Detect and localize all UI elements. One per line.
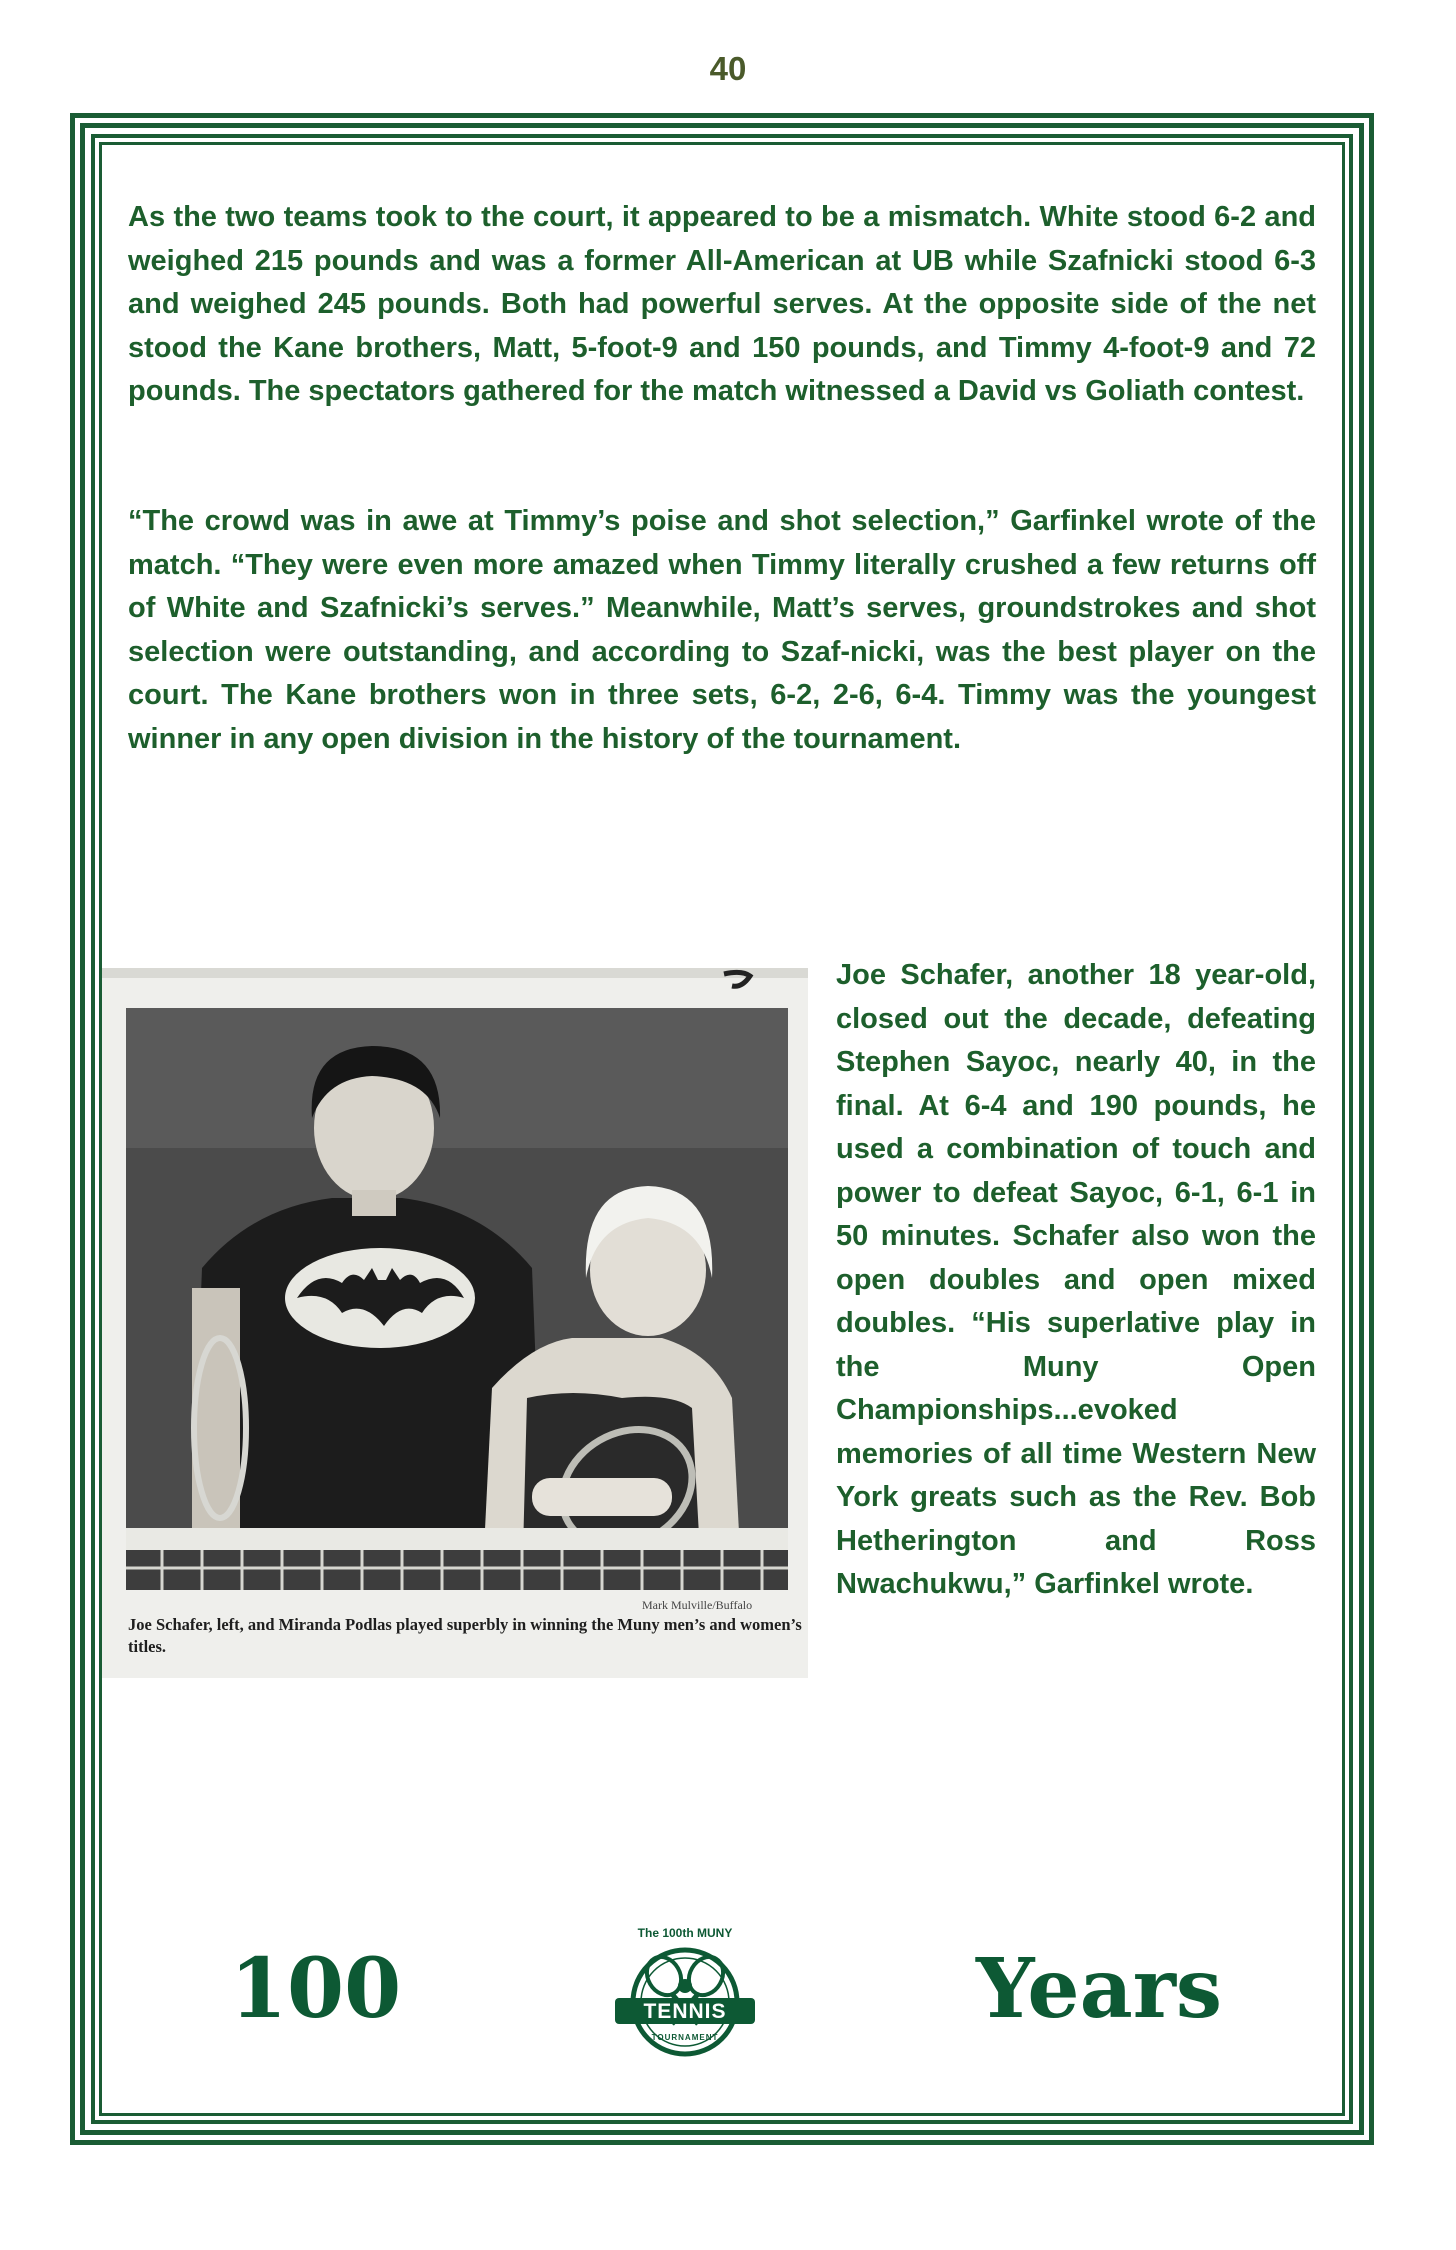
- paper-top-edge: [102, 968, 808, 978]
- logo-main-text: TENNIS: [643, 2000, 727, 2023]
- article-paragraph-2: “The crowd was in awe at Timmy’s poise and shot selection,” Garfinkel wrote of the match. “They were even more amazed when Timmy literally crushed a few returns off of White and Szafnicki’s serves.” Meanwhile, Matt’s serves, groundstrokes and shot selection were outstanding, and according to Szaf-nicki, was the best player on the court. The Kane brothers won in three sets, 6-2, 2-6, 6-4. Timmy was the youngest winner in any open division in the history of the tournament.: [128, 505, 1316, 755]
- article-paragraph-1: As the two teams took to the court, it appeared to be a mismatch. White stood 6-2 and weighed 215 pounds and was a former All-American at UB while Szafnicki stood 6-3 and weighed 245 pounds. Both had powerful serves. At the opposite side of the net stood the Kane brothers, Matt, 5-foot-9 and 150 pounds, and Timmy 4-foot-9 and 72 pounds. The spectators gathered for the match witnessed a David vs Goliath contest.: [128, 201, 1316, 407]
- newspaper-clipping: [102, 968, 808, 1678]
- footer-left-text: 100: [230, 1941, 402, 2037]
- photo-lighter-band: [126, 1008, 788, 1148]
- page-number: 40: [709, 50, 747, 87]
- logo-bottom-text: TOURNAMENT: [651, 2033, 719, 2042]
- logo-top-text: The 100th MUNY: [637, 1926, 733, 1940]
- clipping-photo: [102, 968, 808, 1678]
- tournament-logo: [610, 1924, 760, 2060]
- boy-neck: [352, 1190, 396, 1216]
- net-mesh: [126, 1550, 788, 1590]
- photo-caption: Joe Schafer, left, and Miranda Podlas played superbly in winning the Muny men’s and women’s titles.: [128, 1615, 802, 1656]
- side-paragraph: Joe Schafer, another 18 year-old, closed out the decade, defeating Stephen Sayoc, nearly 40, in the final. At 6-4 and 190 pounds, he used a combination of touch and power to defeat Sayoc, 6-1, 6-1 in 50 minutes. Schafer also won the open doubles and open mixed doubles. “His superlative play in the Muny Open Championships...evoked memories of all time Western New York greats such as the Rev. Bob Hetherington and Ross Nwachukwu,” Garfinkel wrote.: [836, 959, 1316, 1600]
- girl-arm: [532, 1478, 672, 1516]
- photo-credit: Mark Mulville/Buffalo: [642, 1598, 753, 1612]
- net-band: [126, 1528, 788, 1550]
- tennis-ball-icon: [678, 1979, 692, 1993]
- footer-right-text: Years: [976, 1941, 1223, 2037]
